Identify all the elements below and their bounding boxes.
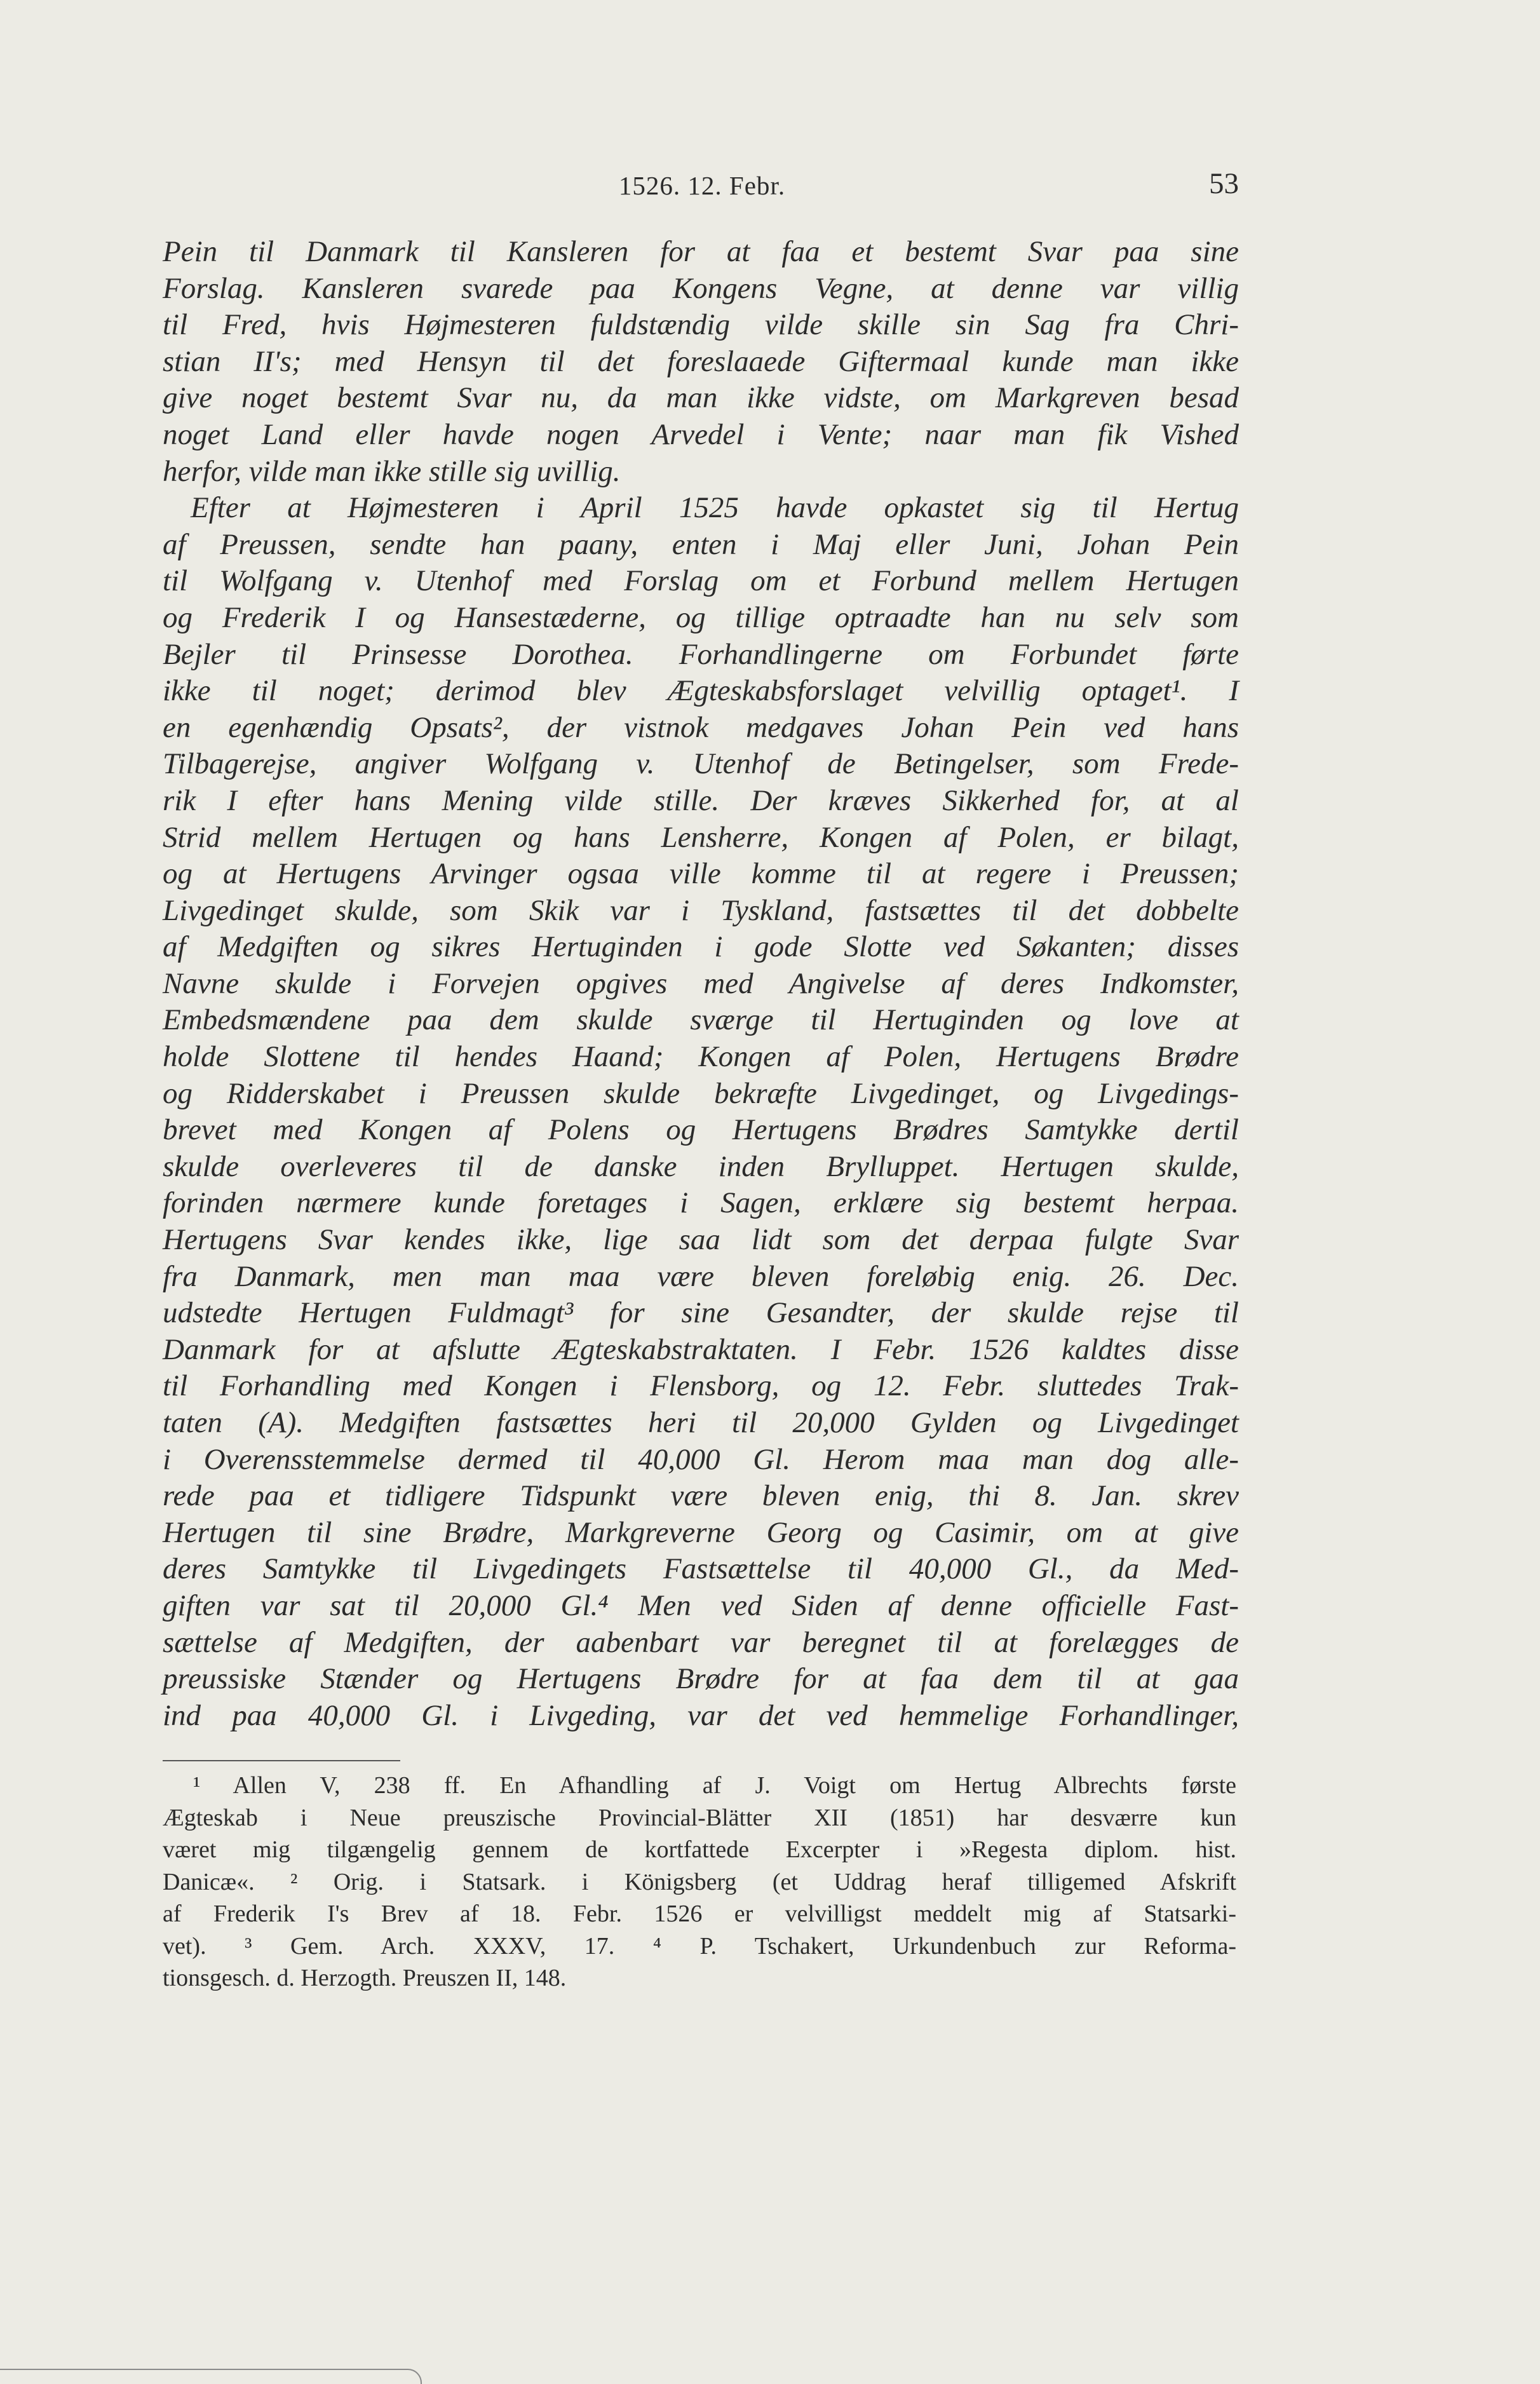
body-line: Tilbagerejse, angiver Wolfgang v. Utenhof de Betingelser, som Frede- (163, 747, 1239, 781)
body-text (163, 234, 1239, 1734)
body-line: til Forhandling med Kongen i Flensborg, og 12. Febr. sluttedes Trak- (163, 1369, 1239, 1403)
footnote-line: ¹ Allen V, 238 ff. En Afhandling af J. Voigt om Hertug Albrechts første (193, 1772, 1236, 1799)
body-line: Forslag. Kansleren svarede paa Kongens Vegne, at denne var villig (163, 271, 1239, 305)
body-line: Hertugens Svar kendes ikke, lige saa lidt som det derpaa fulgte Svar (163, 1223, 1239, 1257)
body-line: ikke til noget; derimod blev Ægteskabsforslaget velvillig optaget¹. I (163, 674, 1239, 708)
body-line: preussiske Stænder og Hertugens Brødre for at faa dem til at gaa (163, 1662, 1239, 1696)
body-line: rede paa et tidligere Tidspunkt være bleven enig, thi 8. Jan. skrev (163, 1479, 1239, 1513)
body-line: brevet med Kongen af Polens og Hertugens Brødres Samtykke dertil (163, 1113, 1239, 1147)
footnote-line: vet). ³ Gem. Arch. XXXV, 17. ⁴ P. Tschakert, Urkundenbuch zur Reforma- (163, 1932, 1236, 1960)
footnotes (163, 1770, 1236, 1995)
page-edge-line (0, 2369, 407, 2370)
body-line: udstedte Hertugen Fuldmagt³ for sine Gesandter, der skulde rejse til (163, 1296, 1239, 1330)
body-line: fra Danmark, men man maa være bleven foreløbig enig. 26. Dec. (163, 1259, 1239, 1293)
page-header (165, 167, 1239, 215)
body-line: Embedsmændene paa dem skulde sværge til Hertuginden og love at (163, 1003, 1239, 1037)
body-line: giften var sat til 20,000 Gl.⁴ Men ved Siden af denne officielle Fast- (163, 1588, 1239, 1622)
body-line: i Overensstemmelse dermed til 40,000 Gl. Herom maa man dog alle- (163, 1442, 1239, 1476)
body-line: give noget bestemt Svar nu, da man ikke vidste, om Markgreven besad (163, 381, 1239, 415)
footnote-divider (163, 1760, 400, 1761)
body-line: noget Land eller havde nogen Arvedel i Vente; naar man fik Vished (163, 417, 1239, 451)
body-line: Danmark for at afslutte Ægteskabstraktaten. I Febr. 1526 kaldtes disse (163, 1332, 1239, 1366)
footnote-line: Ægteskab i Neue preuszische Provincial-Blätter XII (1851) har desværre kun (163, 1804, 1236, 1831)
body-line: Efter at Højmesteren i April 1525 havde opkastet sig til Hertug (191, 491, 1239, 525)
body-line: Pein til Danmark til Kansleren for at faa et bestemt Svar paa sine (163, 235, 1239, 268)
body-line: stian II's; med Hensyn til det foreslaaede Giftermaal kunde man ikke (163, 344, 1239, 378)
body-line: til Wolfgang v. Utenhof med Forslag om et Forbund mellem Hertugen (163, 564, 1239, 598)
body-line: Livgedinget skulde, som Skik var i Tyskland, fastsættes til det dobbelte (163, 893, 1239, 927)
footnote-line: Danicæ«. ² Orig. i Statsark. i Königsberg (et Uddrag heraf tilligemed Afskrift (163, 1868, 1236, 1895)
page-edge-curl (407, 2369, 422, 2384)
body-line: til Fred, hvis Højmesteren fuldstændig vilde skille sin Sag fra Chri- (163, 308, 1239, 342)
page-number: 53 (1209, 167, 1239, 200)
body-line: forinden nærmere kunde foretages i Sagen, erklære sig bestemt herpaa. (163, 1186, 1239, 1220)
body-line: herfor, vilde man ikke stille sig uvillig. (163, 454, 621, 488)
body-line: en egenhændig Opsats², der vistnok medgaves Johan Pein ved hans (163, 710, 1239, 744)
body-line: ind paa 40,000 Gl. i Livgeding, var det ved hemmelige Forhandlinger, (163, 1698, 1239, 1732)
footnote-line: været mig tilgængelig gennem de kortfattede Excerpter i »Regesta diplom. hist. (163, 1836, 1236, 1863)
footnote-line: af Frederik I's Brev af 18. Febr. 1526 er velvilligst meddelt mig af Statsarki- (163, 1900, 1236, 1927)
body-line: holde Slottene til hendes Haand; Kongen af Polen, Hertugens Brødre (163, 1040, 1239, 1074)
footnote-line: tionsgesch. d. Herzogth. Preuszen II, 148. (163, 1965, 567, 1991)
body-line: af Preussen, sendte han paany, enten i Maj eller Juni, Johan Pein (163, 527, 1239, 561)
body-line: og at Hertugens Arvinger ogsaa ville komme til at regere i Preussen; (163, 857, 1239, 891)
body-line: Hertugen til sine Brødre, Markgreverne Georg og Casimir, om at give (163, 1515, 1239, 1549)
body-line: rik I efter hans Mening vilde stille. Der kræves Sikkerhed for, at al (163, 783, 1239, 817)
body-line: sættelse af Medgiften, der aabenbart var beregnet til at forelægges de (163, 1625, 1239, 1659)
body-line: og Ridderskabet i Preussen skulde bekræfte Livgedinget, og Livgedings- (163, 1076, 1239, 1110)
body-line: taten (A). Medgiften fastsættes heri til 20,000 Gylden og Livgedinget (163, 1406, 1239, 1439)
body-line: Navne skulde i Forvejen opgives med Angivelse af deres Indkomster, (163, 966, 1239, 1000)
running-title: 1526. 12. Febr. (618, 171, 786, 200)
body-line: og Frederik I og Hansestæderne, og tillige optraadte han nu selv som (163, 600, 1239, 634)
body-line: Strid mellem Hertugen og hans Lensherre, Kongen af Polen, er bilagt, (163, 820, 1239, 854)
body-line: Bejler til Prinsesse Dorothea. Forhandlingerne om Forbundet førte (163, 637, 1239, 671)
body-line: deres Samtykke til Livgedingets Fastsættelse til 40,000 Gl., da Med- (163, 1552, 1239, 1586)
body-line: skulde overleveres til de danske inden Brylluppet. Hertugen skulde, (163, 1149, 1239, 1183)
body-line: af Medgiften og sikres Hertuginden i gode Slotte ved Søkanten; disses (163, 930, 1239, 964)
